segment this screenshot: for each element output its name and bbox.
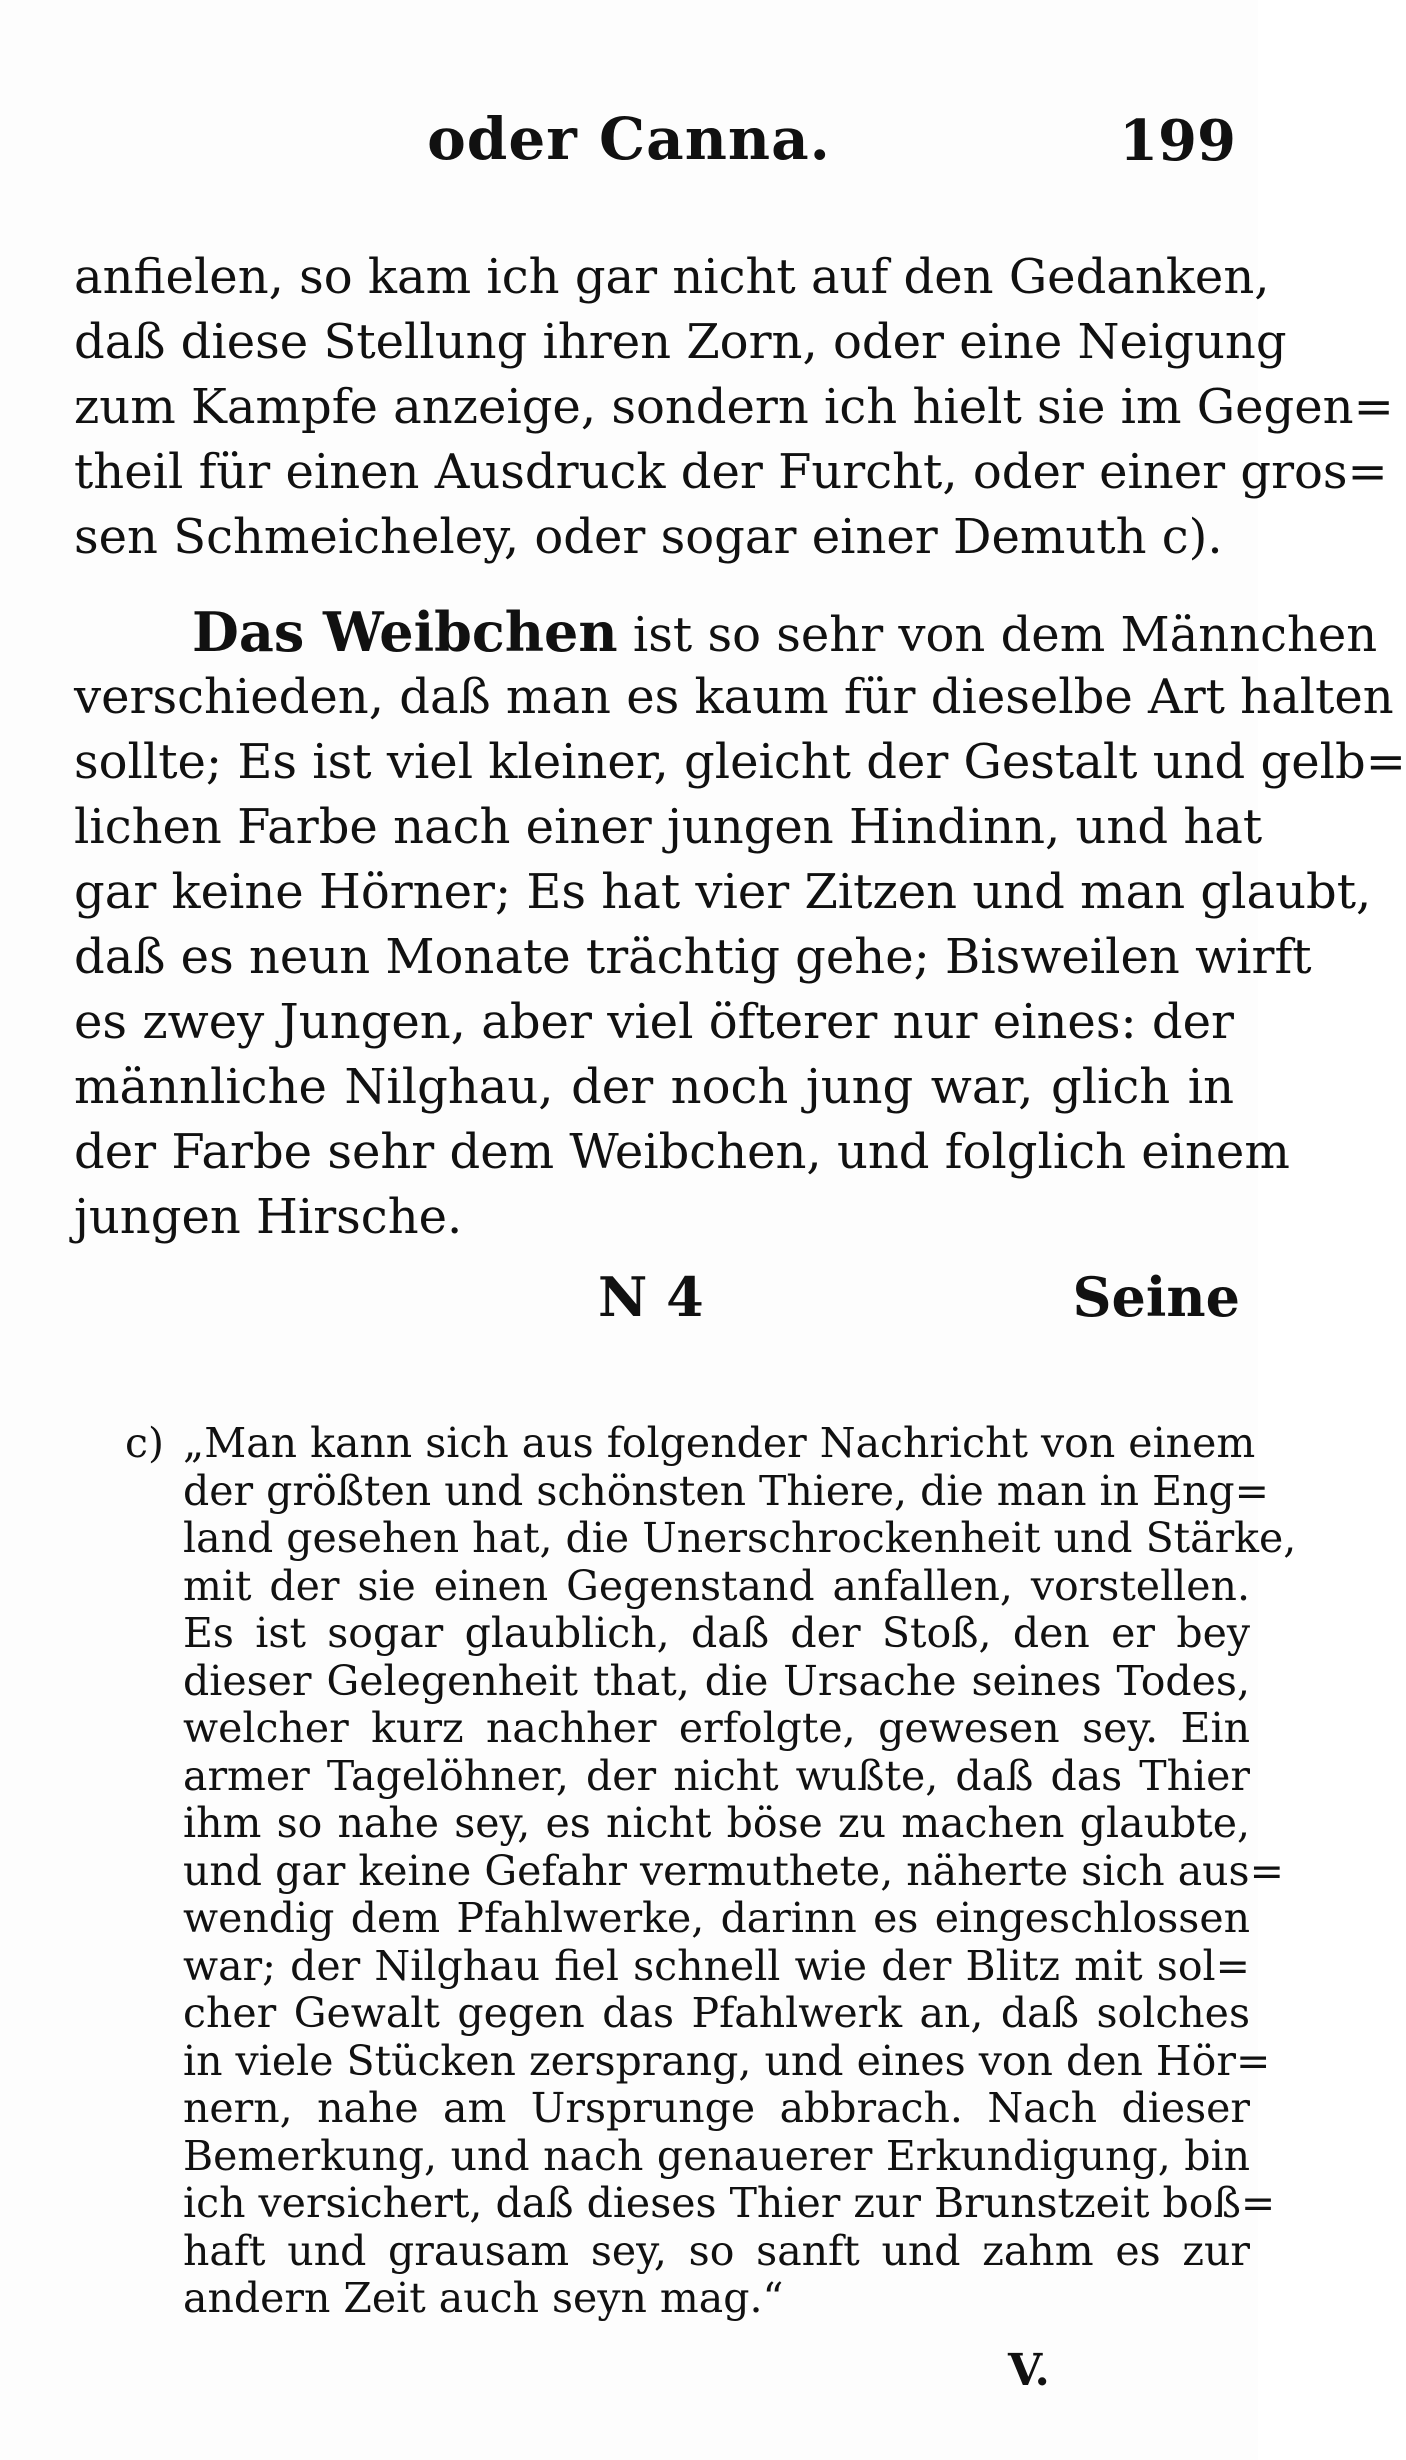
text-line: gar keine Hörner; Es hat vier Zitzen und man glaubt, <box>74 864 1372 920</box>
main-text <box>74 245 1406 1250</box>
footnote-line: war; der Nilghau fiel schnell wie der Blitz mit sol= <box>183 1941 1250 1990</box>
text-line: anfielen, so kam ich gar nicht auf den Gedanken, <box>74 249 1270 305</box>
text-line: daß es neun Monate trächtig gehe; Bisweilen wirft <box>74 929 1312 985</box>
footnote-line: mit der sie einen Gegenstand anfallen, vorstellen. <box>183 1561 1250 1610</box>
text-line: lichen Farbe nach einer jungen Hindinn, und hat <box>74 799 1263 855</box>
lead-words: Das Weibchen <box>192 600 618 664</box>
running-title: oder Canna. <box>427 105 831 173</box>
text-line: sen Schmeicheley, oder sogar einer Demuth c). <box>74 509 1223 565</box>
catchword: Seine <box>1072 1265 1240 1329</box>
paragraph <box>74 600 1406 1250</box>
footnote-line: und gar keine Gefahr vermuthete, näherte sich aus= <box>183 1846 1284 1895</box>
text-line-rest: ist so sehr von dem Männchen <box>617 607 1378 663</box>
footnote-line: cher Gewalt gegen das Pfahlwerk an, daß solches <box>183 1989 1250 2037</box>
footnote <box>125 1419 1297 2323</box>
text-line: theil für einen Ausdruck der Furcht, oder einer gros= <box>74 444 1388 500</box>
signature-mark: N 4 <box>598 1265 704 1329</box>
footnote-signature: V. <box>1008 2345 1050 2396</box>
footnote-line: nern, nahe am Ursprunge abbrach. Nach dieser <box>183 2084 1250 2132</box>
footnote-line: ich versichert, daß dieses Thier zur Brunstzeit boß= <box>183 2179 1276 2227</box>
paragraph-gap <box>74 570 1234 600</box>
footnote-line <box>125 1419 1256 1468</box>
text-line: es zwey Jungen, aber viel öfterer nur eines: der <box>74 994 1234 1050</box>
footnote-line: welcher kurz nachher erfolgte, gewesen sey. Ein <box>183 1704 1250 1752</box>
footnote-line: armer Tagelöhner, der nicht wußte, daß das Thier <box>183 1751 1250 1800</box>
text-line: zum Kampfe anzeige, sondern ich hielt sie im Gegen= <box>74 379 1394 435</box>
text-line: der Farbe sehr dem Weibchen, und folglich einem <box>74 1124 1290 1180</box>
text-line: männliche Nilghau, der noch jung war, glich in <box>74 1059 1234 1115</box>
paragraph <box>74 245 1394 570</box>
footnote-line: ihm so nahe sey, es nicht böse zu machen glaubte, <box>183 1799 1250 1847</box>
footnote-line: haft und grausam sey, so sanft und zahm es zur <box>183 2226 1250 2275</box>
footnote-line: in viele Stücken zersprang, und eines von den Hör= <box>183 2036 1271 2085</box>
text-line <box>74 600 1378 665</box>
footnote-line: land gesehen hat, die Unerschrockenheit und Stärke, <box>183 1514 1297 1562</box>
footnote-marker: c) <box>125 1419 164 1467</box>
text-line: jungen Hirsche. <box>74 1189 463 1245</box>
page-number: 199 <box>1119 108 1236 174</box>
text-line: verschieden, daß man es kaum für dieselbe Art halten <box>74 669 1394 725</box>
footnote-line: wendig dem Pfahlwerke, darinn es eingeschlossen <box>183 1894 1250 1942</box>
footnote-line: der größten und schönsten Thiere, die man in Eng= <box>183 1466 1269 1515</box>
text-line: sollte; Es ist viel kleiner, gleicht der Gestalt und gelb= <box>74 734 1406 790</box>
footnote-line: dieser Gelegenheit that, die Ursache seines Todes, <box>183 1656 1250 1705</box>
footnote-line: Es ist sogar glaublich, daß der Stoß, den er bey <box>183 1609 1250 1657</box>
text-line: daß diese Stellung ihren Zorn, oder eine Neigung <box>74 314 1287 370</box>
footnote-line: andern Zeit auch seyn mag.“ <box>183 2274 784 2322</box>
footnote-line-text: „Man kann sich aus folgender Nachricht von einem <box>183 1419 1256 1467</box>
footnote-line: Bemerkung, und nach genauerer Erkundigung, bin <box>183 2131 1250 2180</box>
